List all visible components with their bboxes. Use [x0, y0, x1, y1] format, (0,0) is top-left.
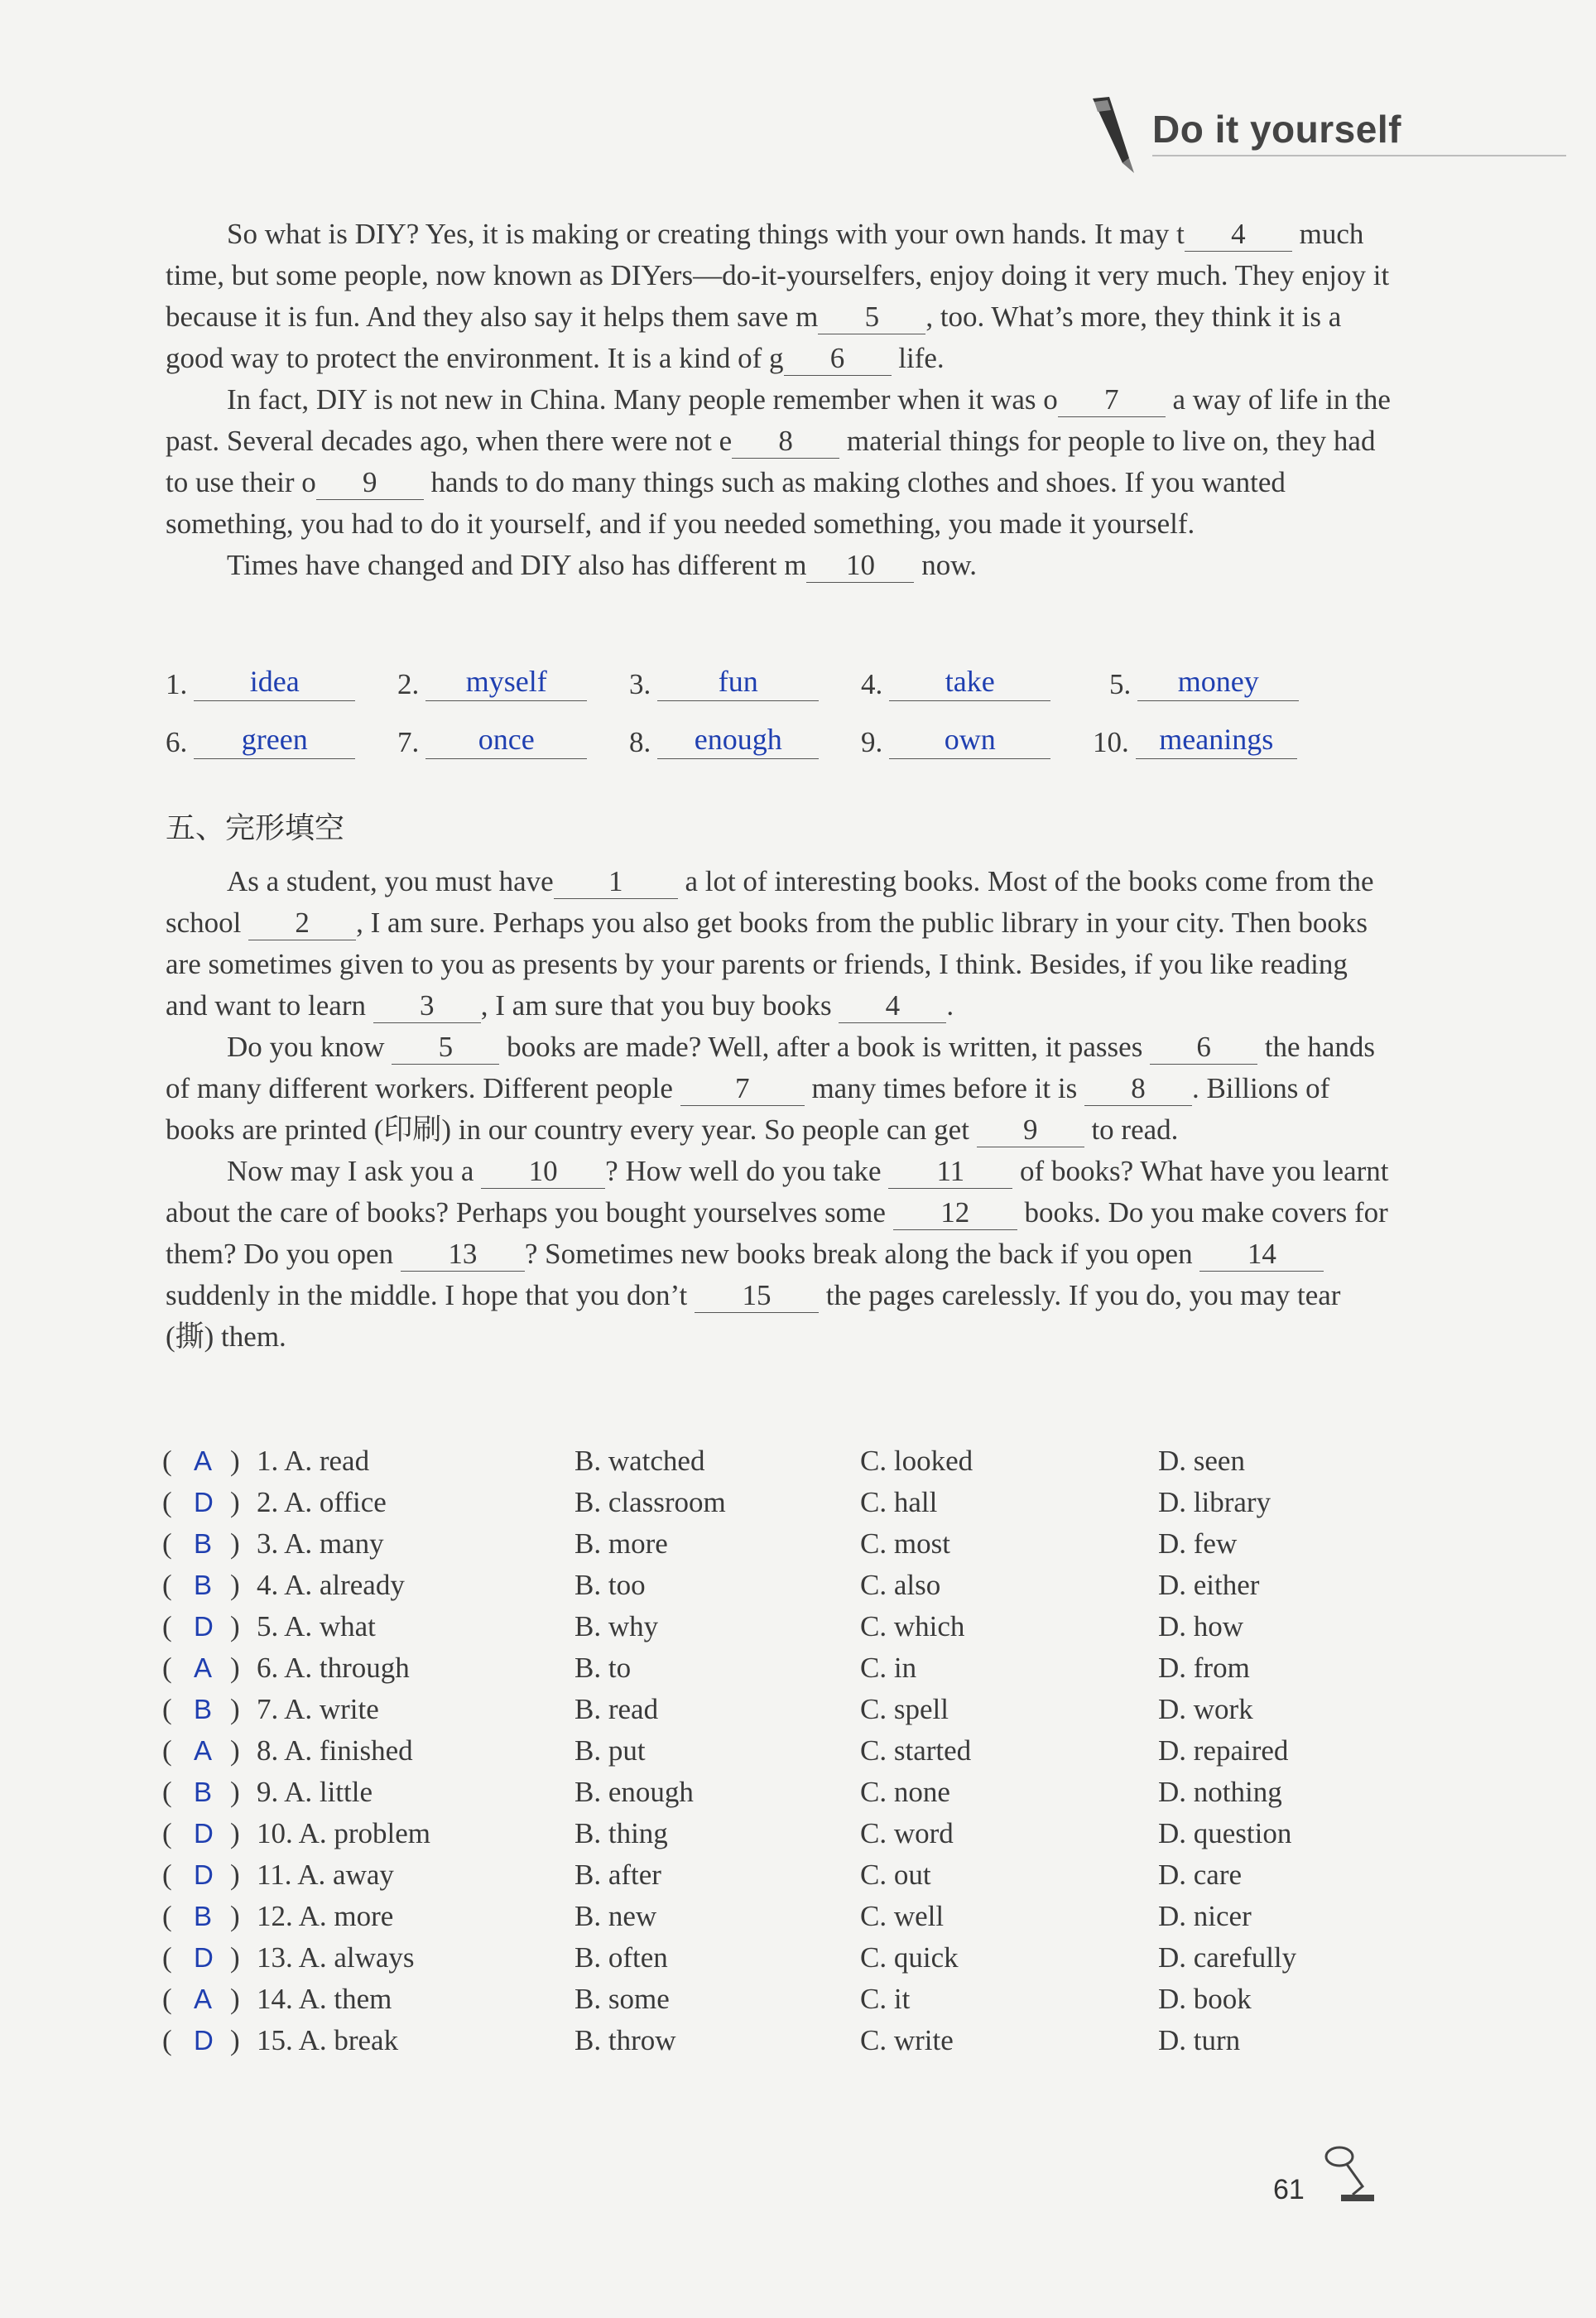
answer-paren-left: (	[162, 1693, 172, 1725]
answer-paren-right: )	[230, 1652, 240, 1684]
option-b: B. thing	[574, 1817, 668, 1849]
selected-answer: B	[194, 1901, 213, 1931]
option-c: C. it	[860, 1983, 911, 2015]
option-d: D. how	[1158, 1610, 1244, 1642]
answer-item: 7. once	[397, 720, 587, 759]
option-a: 15. A. break	[257, 2024, 399, 2056]
question-row	[162, 1813, 1404, 1854]
selected-answer: D	[194, 1611, 214, 1642]
books-passage	[166, 861, 1391, 1358]
answer-paren-left: (	[162, 1486, 172, 1518]
answer-paren-right: )	[230, 1610, 240, 1642]
books-paragraph-1: As a student, you must have 1 a lot of interesting books. Most of the books come from the school 2 , I am sure. Perhaps you also get books from the public library in your city. Then books are sometimes given to you as presents by your parents or friends, I think. Besides, if you like reading and want to learn 3 , I am sure that you buy books 4 .	[166, 865, 1374, 1022]
option-b: B. watched	[574, 1445, 705, 1477]
blank-14: 14	[1199, 1238, 1324, 1272]
option-d: D. library	[1158, 1486, 1272, 1518]
blank-9: 9	[977, 1113, 1084, 1147]
answer-paren-left: (	[162, 1900, 172, 1932]
question-row	[162, 1606, 1404, 1647]
option-a: 1. A. read	[257, 1445, 370, 1477]
option-c: C. started	[860, 1734, 972, 1767]
answer-item: 5. money	[1109, 662, 1299, 701]
header-title: Do it yourself	[1152, 108, 1401, 151]
option-b: B. too	[574, 1569, 646, 1601]
question-row	[162, 2020, 1404, 2061]
option-d: D. seen	[1158, 1445, 1245, 1477]
question-row	[162, 1979, 1404, 2020]
answer-value: enough	[657, 720, 819, 759]
option-b: B. classroom	[574, 1486, 726, 1518]
answer-value: fun	[657, 662, 819, 701]
answer-paren-left: (	[162, 1569, 172, 1601]
blank-13: 13	[401, 1238, 525, 1272]
option-d: D. turn	[1158, 2024, 1241, 2056]
option-d: D. carefully	[1158, 1941, 1297, 1974]
answer-value: money	[1137, 662, 1299, 701]
blank-7: 7	[1058, 383, 1166, 417]
blank-1: 1	[554, 865, 678, 899]
answer-item: 10. meanings	[1093, 720, 1297, 759]
option-d: D. question	[1158, 1817, 1292, 1849]
answer-paren-left: (	[162, 1817, 172, 1849]
answer-item: 1. idea	[166, 662, 355, 701]
answer-item: 9. own	[861, 720, 1050, 759]
option-b: B. new	[574, 1900, 657, 1932]
option-b: B. some	[574, 1983, 670, 2015]
selected-answer: A	[194, 1735, 213, 1766]
desk-lamp-icon	[1316, 2140, 1382, 2206]
header-divider	[1152, 155, 1566, 156]
option-d: D. book	[1158, 1983, 1252, 2015]
diy-paragraph-1: So what is DIY? Yes, it is making or creating things with your own hands. It may t 4 much time, but some people, now known as DIYers—do-it-yourselfers, enjoy doing it very much. They enjoy it because it is fun. And they also say it helps them save m 5 , too. What’s more, they think it is a good way to protect the environment. It is a kind of g 6 life.	[166, 218, 1390, 374]
answer-value: green	[194, 720, 355, 759]
selected-answer: A	[194, 1445, 213, 1476]
question-row	[162, 1647, 1404, 1689]
option-b: B. more	[574, 1527, 668, 1560]
answer-row	[166, 720, 1407, 778]
option-c: C. quick	[860, 1941, 959, 1974]
selected-answer: B	[194, 1570, 213, 1600]
option-c: C. most	[860, 1527, 950, 1560]
option-d: D. few	[1158, 1527, 1238, 1560]
question-row	[162, 1937, 1404, 1979]
option-b: B. put	[574, 1734, 646, 1767]
selected-answer: D	[194, 1487, 214, 1517]
answer-paren-right: )	[230, 1776, 240, 1808]
selected-answer: B	[194, 1528, 213, 1559]
option-d: D. nicer	[1158, 1900, 1252, 1932]
blank-6: 6	[1150, 1031, 1257, 1065]
answer-item: 2. myself	[397, 662, 587, 701]
option-a: 5. A. what	[257, 1610, 376, 1642]
question-list	[162, 1440, 1404, 2061]
selected-answer: B	[194, 1694, 213, 1724]
page-header	[1076, 87, 1573, 178]
option-b: B. throw	[574, 2024, 676, 2056]
answer-item: 6. green	[166, 720, 355, 759]
answer-paren-left: (	[162, 1776, 172, 1808]
blank-5: 5	[818, 301, 925, 334]
answer-item: 4. take	[861, 662, 1050, 701]
answer-paren-right: )	[230, 2024, 240, 2056]
answer-item: 8. enough	[629, 720, 819, 759]
option-a: 11. A. away	[257, 1859, 394, 1891]
blank-8: 8	[732, 425, 839, 459]
diy-paragraph-2: In fact, DIY is not new in China. Many people remember when it was o 7 a way of life in the past. Several decades ago, when there were not e 8 material things for people to live on, they had to use their o 9 hands to do many things such as making clothes and shoes. If you wanted something, you had to do it yourself, and if you needed something, you made it yourself.	[166, 383, 1391, 540]
option-c: C. word	[860, 1817, 954, 1849]
question-row	[162, 1523, 1404, 1565]
option-c: C. write	[860, 2024, 954, 2056]
answer-paren-left: (	[162, 1941, 172, 1974]
answer-paren-right: )	[230, 1569, 240, 1601]
option-c: C. which	[860, 1610, 965, 1642]
option-d: D. repaired	[1158, 1734, 1289, 1767]
option-a: 4. A. already	[257, 1569, 405, 1601]
selected-answer: D	[194, 2025, 214, 2056]
answer-paren-right: )	[230, 1445, 240, 1477]
blank-3: 3	[373, 989, 481, 1023]
blank-11: 11	[888, 1155, 1012, 1189]
blank-6: 6	[784, 342, 892, 376]
option-c: C. well	[860, 1900, 945, 1932]
answer-value: own	[889, 720, 1050, 759]
blank-2: 2	[248, 907, 356, 940]
option-a: 2. A. office	[257, 1486, 387, 1518]
option-b: B. enough	[574, 1776, 694, 1808]
answer-paren-left: (	[162, 2024, 172, 2056]
option-c: C. spell	[860, 1693, 949, 1725]
answer-paren-right: )	[230, 1859, 240, 1891]
option-a: 12. A. more	[257, 1900, 394, 1932]
option-a: 7. A. write	[257, 1693, 379, 1725]
answer-paren-left: (	[162, 1445, 172, 1477]
question-row	[162, 1482, 1404, 1523]
diy-paragraph-3: Times have changed and DIY also has different m 10 now.	[227, 549, 977, 581]
selected-answer: D	[194, 1859, 214, 1890]
option-c: C. none	[860, 1776, 950, 1808]
selected-answer: D	[194, 1942, 214, 1973]
answer-value: take	[889, 662, 1050, 701]
option-c: C. out	[860, 1859, 931, 1891]
question-row	[162, 1896, 1404, 1937]
answer-paren-left: (	[162, 1734, 172, 1767]
option-a: 9. A. little	[257, 1776, 373, 1808]
option-b: B. to	[574, 1652, 632, 1684]
blank-4: 4	[839, 989, 946, 1023]
selected-answer: B	[194, 1777, 213, 1807]
option-b: B. often	[574, 1941, 668, 1974]
blank-15: 15	[695, 1279, 819, 1313]
option-b: B. after	[574, 1859, 661, 1891]
books-paragraph-3: Now may I ask you a 10 ? How well do you take 11 of books? What have you learnt about the care of books? Perhaps you bought yourselves some 12 books. Do you make covers for them? Do you open 13 ? Sometimes new books break along the back if you open 14 suddenly in the middle. I hope that you don’t 15 the pages carelessly. If you do, you may tear (撕) them.	[166, 1155, 1389, 1353]
answer-paren-left: (	[162, 1527, 172, 1560]
blank-8: 8	[1084, 1072, 1192, 1106]
blank-12: 12	[893, 1196, 1017, 1230]
answer-paren-right: )	[230, 1486, 240, 1518]
answer-paren-left: (	[162, 1610, 172, 1642]
option-d: D. from	[1158, 1652, 1250, 1684]
question-row	[162, 1565, 1404, 1606]
answer-value: once	[425, 720, 587, 759]
answer-paren-right: )	[230, 1693, 240, 1725]
fountain-pen-icon	[1086, 94, 1144, 176]
answer-paren-right: )	[230, 1941, 240, 1974]
option-a: 8. A. finished	[257, 1734, 413, 1767]
section-title: 五、完形填空	[166, 811, 345, 845]
answer-value: myself	[425, 662, 587, 701]
option-d: D. care	[1158, 1859, 1243, 1891]
option-a: 14. A. them	[257, 1983, 392, 2015]
option-b: B. why	[574, 1610, 659, 1642]
answer-paren-right: )	[230, 1527, 240, 1560]
question-row	[162, 1689, 1404, 1730]
answer-grid	[166, 662, 1407, 778]
answer-paren-left: (	[162, 1983, 172, 2015]
blank-9: 9	[316, 466, 424, 500]
question-row	[162, 1730, 1404, 1772]
option-d: D. either	[1158, 1569, 1260, 1601]
question-row	[162, 1440, 1404, 1482]
option-a: 3. A. many	[257, 1527, 384, 1560]
answer-paren-right: )	[230, 1900, 240, 1932]
question-row	[162, 1854, 1404, 1896]
blank-10: 10	[481, 1155, 605, 1189]
answer-value: idea	[194, 662, 355, 701]
answer-paren-left: (	[162, 1652, 172, 1684]
option-d: D. work	[1158, 1693, 1253, 1725]
answer-item: 3. fun	[629, 662, 819, 701]
option-a: 6. A. through	[257, 1652, 410, 1684]
option-b: B. read	[574, 1693, 659, 1725]
answer-paren-right: )	[230, 1734, 240, 1767]
answer-paren-right: )	[230, 1983, 240, 2015]
option-a: 10. A. problem	[257, 1817, 430, 1849]
answer-value: meanings	[1136, 720, 1297, 759]
answer-paren-right: )	[230, 1817, 240, 1849]
diy-passage	[166, 214, 1391, 586]
blank-7: 7	[680, 1072, 805, 1106]
option-c: C. hall	[860, 1486, 938, 1518]
answer-row	[166, 662, 1407, 720]
selected-answer: A	[194, 1984, 213, 2014]
question-row	[162, 1772, 1404, 1813]
selected-answer: D	[194, 1818, 214, 1849]
blank-5: 5	[392, 1031, 499, 1065]
selected-answer: A	[194, 1652, 213, 1683]
page-number: 61	[1273, 2174, 1305, 2205]
answer-paren-left: (	[162, 1859, 172, 1891]
option-d: D. nothing	[1158, 1776, 1282, 1808]
books-paragraph-2: Do you know 5 books are made? Well, after a book is written, it passes 6 the hands of many different workers. Different people 7 many times before it is 8 . Billions of books are printed (印刷) in our country every year. So people can get 9 to read.	[166, 1031, 1375, 1146]
option-a: 13. A. always	[257, 1941, 415, 1974]
option-c: C. also	[860, 1569, 941, 1601]
option-c: C. looked	[860, 1445, 973, 1477]
option-c: C. in	[860, 1652, 917, 1684]
blank-10: 10	[806, 549, 914, 583]
blank-4: 4	[1185, 218, 1292, 252]
